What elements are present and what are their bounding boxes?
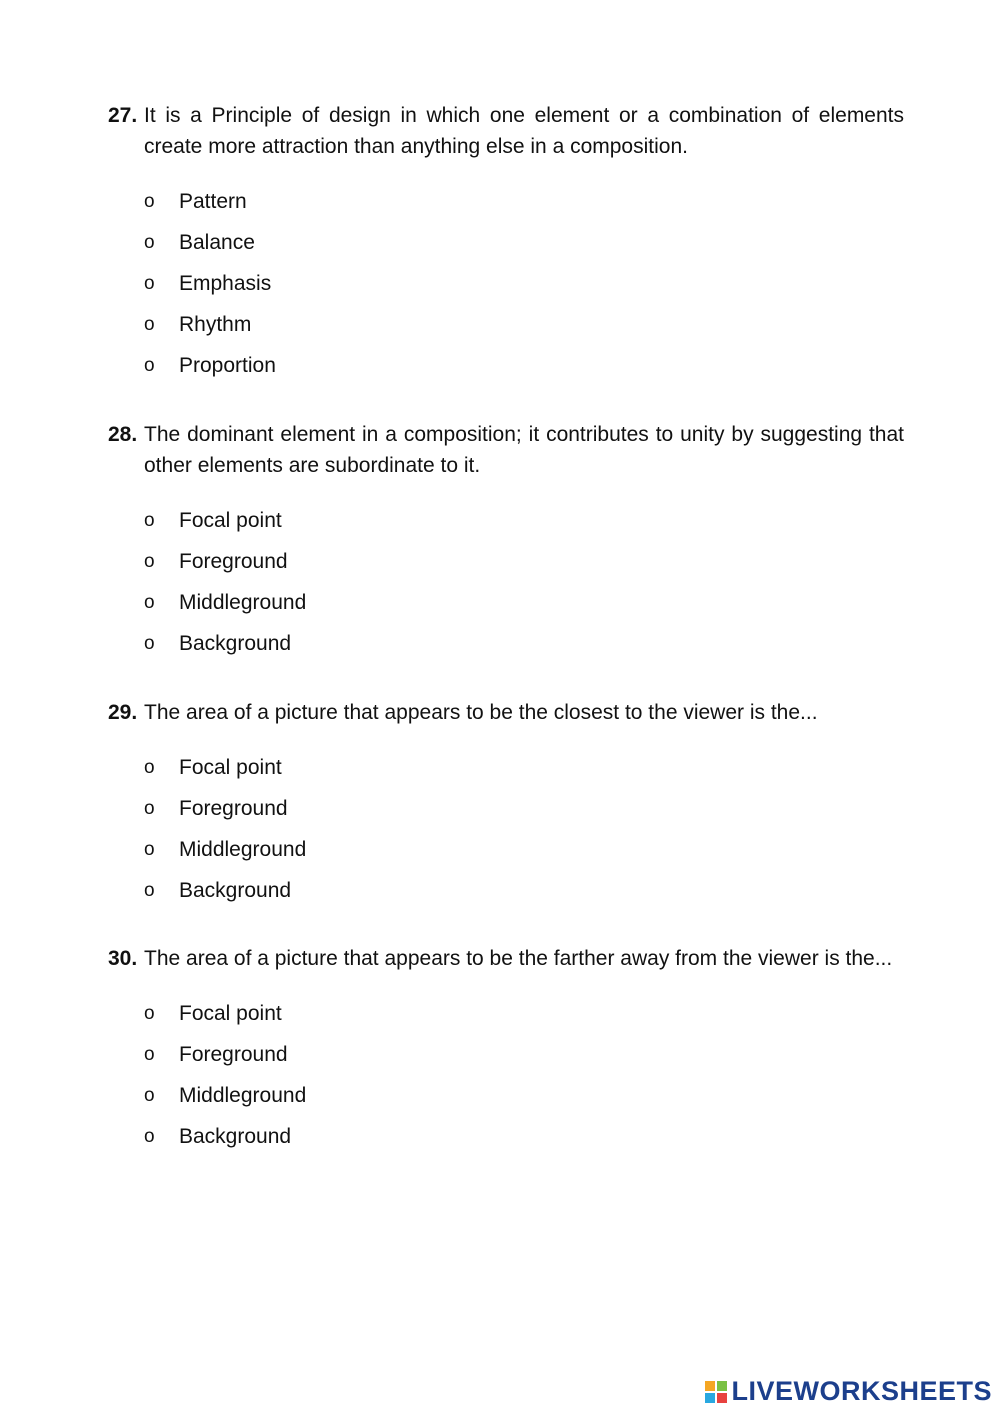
answer-option[interactable] [144,582,904,623]
option-label: Pattern [179,189,247,213]
options-list [144,181,904,386]
question-29 [108,697,904,911]
option-label: Middleground [179,1083,307,1107]
question-number: 30. [108,947,138,970]
option-bullet[interactable]: o [144,1003,155,1024]
option-bullet[interactable]: o [144,1126,155,1147]
question-30 [108,943,904,1157]
option-label: Foreground [179,1042,288,1066]
logo-block-v [705,1393,715,1403]
logo-block-l [705,1381,715,1391]
question-28 [108,419,904,664]
answer-option[interactable] [144,788,904,829]
option-label: Middleground [179,837,307,861]
answer-option[interactable] [144,541,904,582]
answer-option[interactable] [144,623,904,664]
answer-option[interactable] [144,870,904,911]
option-label: Background [179,1124,292,1148]
answer-option[interactable] [144,500,904,541]
option-bullet[interactable]: o [144,551,155,572]
option-label: Background [179,878,292,902]
option-label: Foreground [179,549,288,573]
option-bullet[interactable]: o [144,633,155,654]
option-label: Focal point [179,1001,282,1025]
option-label: Balance [179,230,255,254]
option-label: Rhythm [179,312,252,336]
logo-block-i [717,1381,727,1391]
answer-option[interactable] [144,263,904,304]
question-row [108,943,904,974]
option-label: Focal point [179,508,282,532]
answer-option[interactable] [144,1075,904,1116]
option-label: Proportion [179,353,276,377]
question-number: 27. [108,104,138,127]
question-number: 28. [108,423,138,446]
answer-option[interactable] [144,829,904,870]
option-bullet[interactable]: o [144,839,155,860]
answer-option[interactable] [144,345,904,386]
question-row [108,697,904,728]
question-text: It is a Principle of design in which one element or a combination of elements create more attraction than anything else in a composition. [144,104,904,158]
logo-blocks-icon [705,1381,727,1403]
options-list [144,993,904,1157]
question-row [108,419,904,481]
question-27 [108,100,904,386]
option-bullet[interactable]: o [144,191,155,212]
question-number: 29. [108,701,138,724]
question-text: The dominant element in a composition; it contributes to unity by suggesting that other elements are subordinate to it. [144,423,904,477]
question-text: The area of a picture that appears to be the farther away from the viewer is the... [144,947,893,970]
option-bullet[interactable]: o [144,355,155,376]
option-label: Emphasis [179,271,272,295]
option-bullet[interactable]: o [144,592,155,613]
answer-option[interactable] [144,222,904,263]
option-label: Background [179,631,292,655]
liveworksheets-logo[interactable] [705,1376,992,1407]
question-text: The area of a picture that appears to be the closest to the viewer is the... [144,701,818,724]
answer-option[interactable] [144,1116,904,1157]
option-bullet[interactable]: o [144,510,155,531]
option-bullet[interactable]: o [144,757,155,778]
question-row [108,100,904,162]
option-bullet[interactable]: o [144,880,155,901]
answer-option[interactable] [144,304,904,345]
option-bullet[interactable]: o [144,232,155,253]
option-label: Middleground [179,590,307,614]
options-list [144,747,904,911]
option-bullet[interactable]: o [144,798,155,819]
option-bullet[interactable]: o [144,1044,155,1065]
logo-block-e [717,1393,727,1403]
option-bullet[interactable]: o [144,314,155,335]
answer-option[interactable] [144,1034,904,1075]
option-bullet[interactable]: o [144,1085,155,1106]
logo-text: LIVEWORKSHEETS [731,1376,992,1406]
option-bullet[interactable]: o [144,273,155,294]
option-label: Focal point [179,755,282,779]
options-list [144,500,904,664]
answer-option[interactable] [144,747,904,788]
answer-option[interactable] [144,181,904,222]
answer-option[interactable] [144,993,904,1034]
option-label: Foreground [179,796,288,820]
